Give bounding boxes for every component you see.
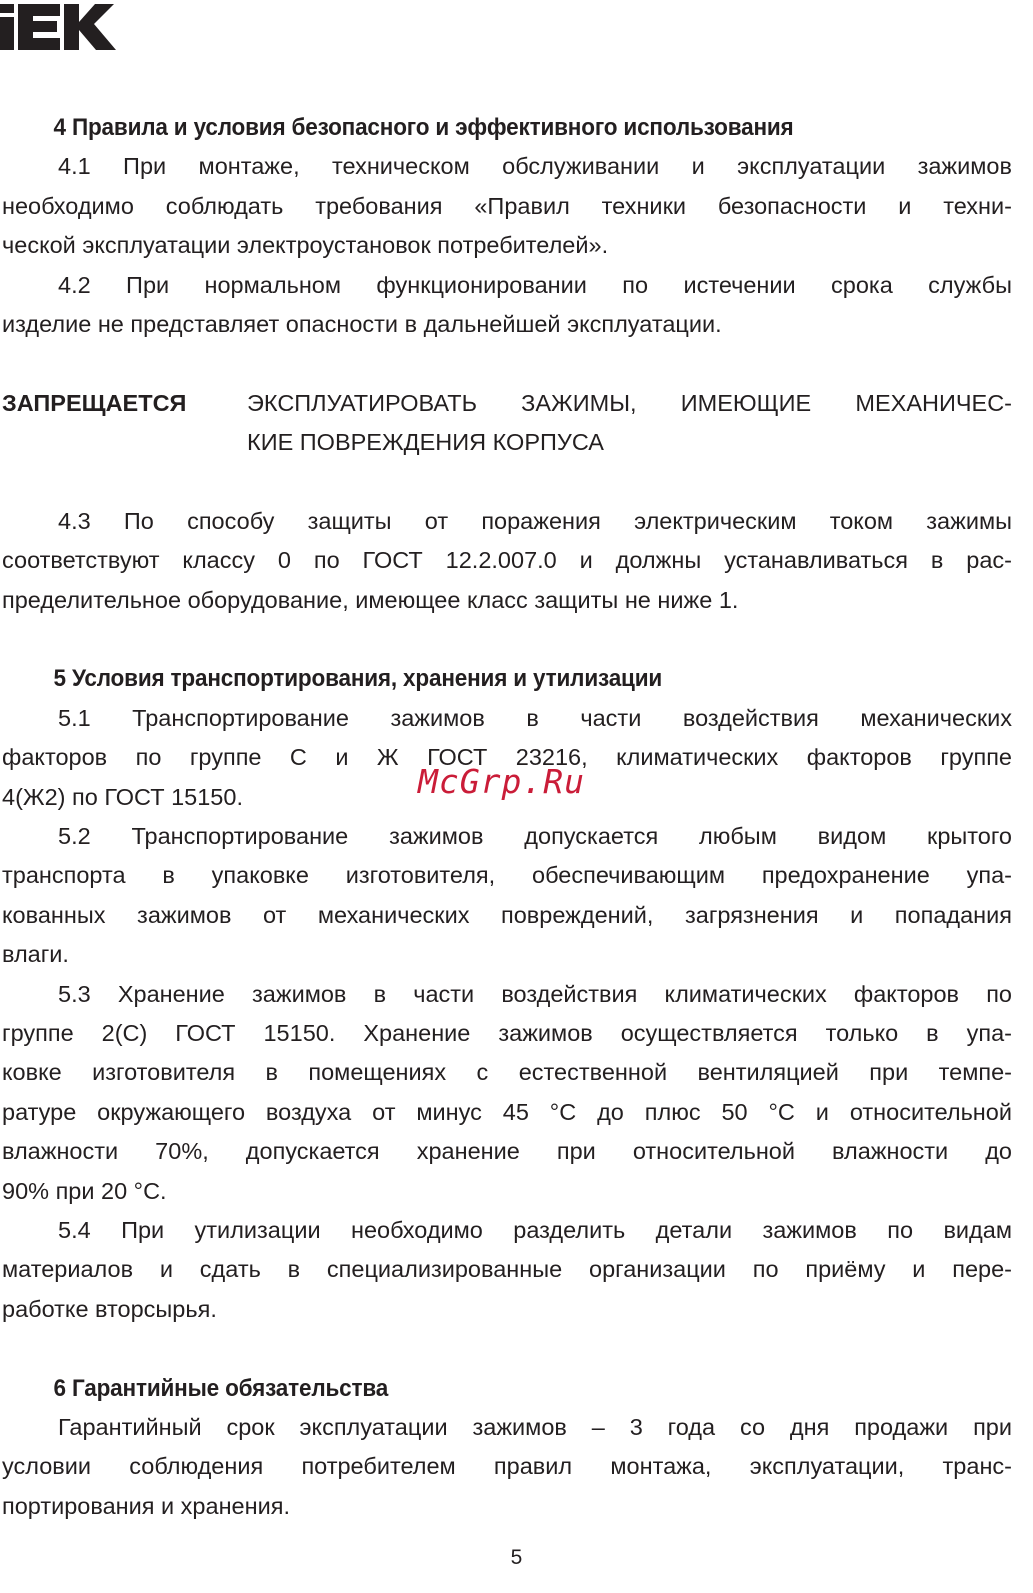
text-line: условии соблюдения потребителем правил монтажа, эксплуатации, транс- bbox=[2, 1453, 1012, 1480]
section-4-heading: 4 Правила и условия безопасного и эффективного использования bbox=[53, 114, 794, 141]
document-page bbox=[2, 108, 1012, 1526]
text-line: 5.4 При утилизации необходимо разделить детали зажимов по видам bbox=[58, 1216, 1012, 1243]
text-line: необходимо соблюдать требования «Правил техники безопасности и техни- bbox=[2, 192, 1012, 219]
text-line: 4(Ж2) по ГОСТ 15150. bbox=[2, 783, 243, 810]
text-line: материалов и сдать в специализированные организации по приёму и пере- bbox=[2, 1256, 1012, 1283]
text-line: 90% при 20 °С. bbox=[2, 1177, 167, 1204]
warning-text-line: КИЕ ПОВРЕЖДЕНИЯ КОРПУСА bbox=[247, 429, 604, 456]
iek-logo bbox=[0, 0, 116, 56]
warning-text-line: ЭКСПЛУАТИРОВАТЬ ЗАЖИМЫ, ИМЕЮЩИЕ МЕХАНИЧЕС- bbox=[247, 389, 1012, 416]
text-line: ратуре окружающего воздуха от минус 45 °С до плюс 50 °С и относительной bbox=[2, 1098, 1012, 1125]
text-line: ческой эксплуатации электроустановок потребителей». bbox=[2, 232, 609, 259]
paragraph-5-3 bbox=[2, 975, 1012, 1211]
watermark: McGrp.Ru bbox=[418, 762, 585, 801]
section-5-heading: 5 Условия транспортирования, хранения и утилизации bbox=[53, 665, 663, 693]
warning-label: ЗАПРЕЩАЕТСЯ bbox=[2, 389, 187, 416]
text-line: изделие не представляет опасности в дальнейшей эксплуатации. bbox=[2, 310, 722, 337]
text-line: Гарантийный срок эксплуатации зажимов – 3 года со дня продажи при bbox=[58, 1413, 1012, 1440]
text-line: пределительное оборудование, имеющее класс защиты не ниже 1. bbox=[2, 586, 739, 613]
paragraph-5-4 bbox=[2, 1211, 1012, 1329]
warning-block bbox=[2, 384, 1012, 463]
paragraph-6-1 bbox=[2, 1408, 1012, 1526]
paragraph-4-3 bbox=[2, 502, 1012, 620]
text-line: 4.1 При монтаже, техническом обслуживании и эксплуатации зажимов bbox=[58, 153, 1012, 180]
paragraph-4-1 bbox=[2, 147, 1012, 265]
page-number: 5 bbox=[510, 1546, 523, 1569]
text-line: работке вторсырья. bbox=[2, 1295, 217, 1322]
text-line: соответствуют классу 0 по ГОСТ 12.2.007.0 и должны устанавливаться в рас- bbox=[2, 547, 1012, 574]
text-line: влажности 70%, допускается хранение при относительной влажности до bbox=[2, 1138, 1012, 1165]
text-line: факторов по группе С и Ж ГОСТ 23216, климатических факторов группе bbox=[2, 744, 1012, 771]
text-line: 4.2 При нормальном функционировании по истечении срока службы bbox=[58, 271, 1012, 298]
text-line: 5.1 Транспортирование зажимов в части воздействия механических bbox=[58, 704, 1012, 731]
text-line: 4.3 По способу защиты от поражения электрическим током зажимы bbox=[58, 507, 1012, 534]
text-line: ковке изготовителя в помещениях с естественной вентиляцией при темпе- bbox=[2, 1059, 1012, 1086]
text-line: портирования и хранения. bbox=[2, 1492, 290, 1519]
text-line: группе 2(С) ГОСТ 15150. Хранение зажимов осуществляется только в упа- bbox=[2, 1019, 1012, 1046]
text-line: 5.3 Хранение зажимов в части воздействия климатических факторов по bbox=[58, 980, 1012, 1007]
text-line: влаги. bbox=[2, 941, 69, 968]
paragraph-4-2 bbox=[2, 266, 1012, 345]
paragraph-5-2 bbox=[2, 817, 1012, 975]
text-line: транспорта в упаковке изготовителя, обеспечивающим предохранение упа- bbox=[2, 862, 1012, 889]
text-line: кованных зажимов от механических повреждений, загрязнения и попадания bbox=[2, 901, 1012, 928]
text-line: 5.2 Транспортирование зажимов допускается любым видом крытого bbox=[58, 823, 1012, 850]
section-6-heading: 6 Гарантийные обязательства bbox=[53, 1374, 389, 1402]
